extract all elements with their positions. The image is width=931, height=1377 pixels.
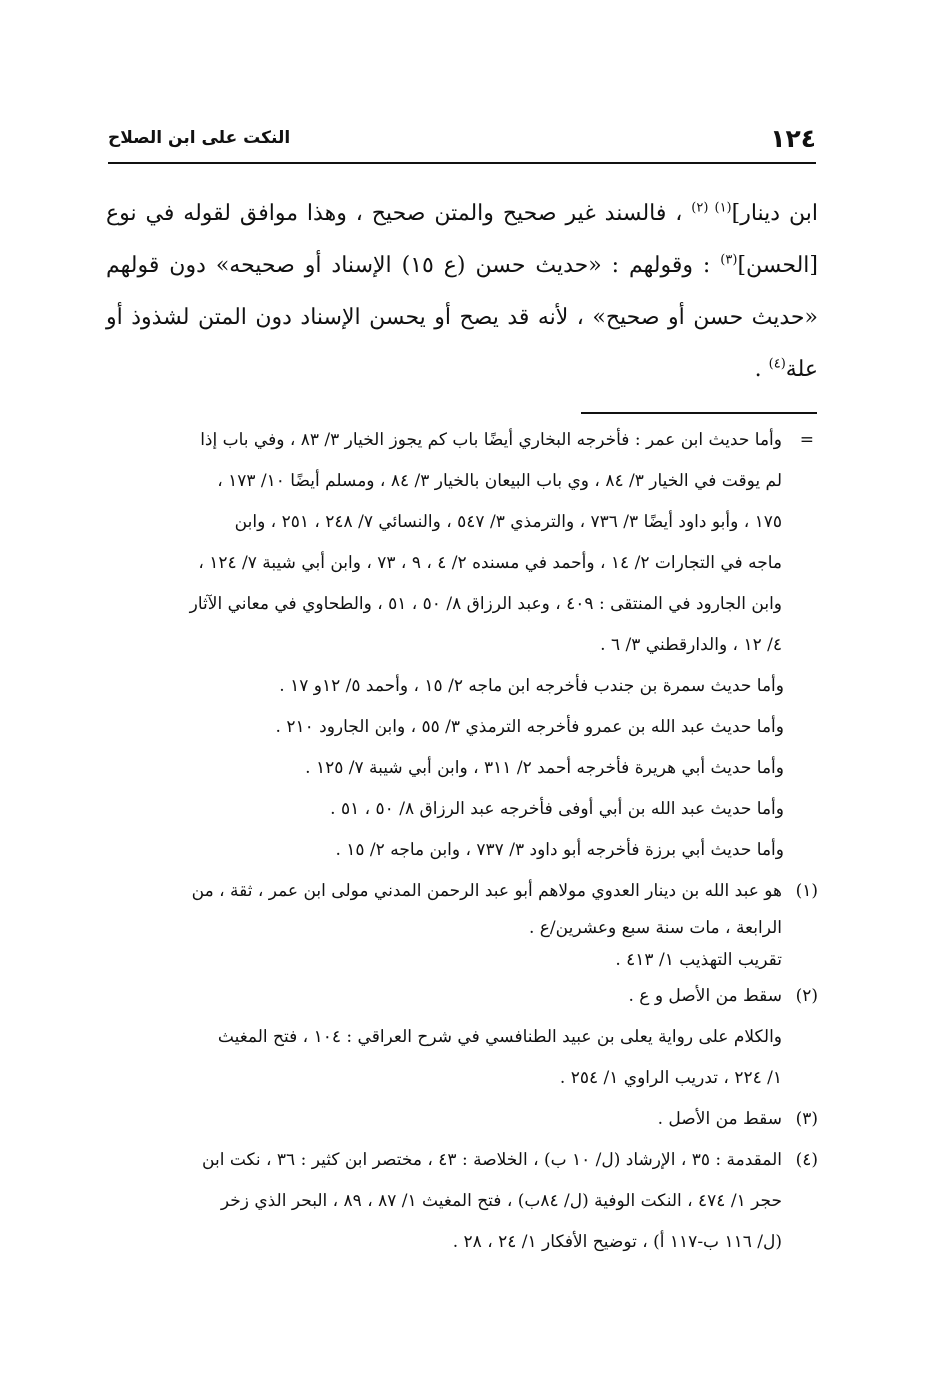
footnote-marker: (١) xyxy=(795,881,818,901)
footnote-marker: (٢) xyxy=(795,986,818,1006)
footnote-4 xyxy=(106,1140,818,1263)
page-number: ١٢٤ xyxy=(770,124,816,153)
footnote-line: ماجه في التجارات ٢/ ١٤ ، وأحمد في مسنده ٢/ ٤ ، ٩ ، ٧٣ ، وابن أبي شيبة ٧/ ١٢٤ ، xyxy=(198,553,782,573)
footnote-sub-line: وأما حديث عبد الله بن أبي أوفى فأخرجه عبد الرزاق ٨/ ٥٠ ، ٥١ . xyxy=(330,799,784,819)
footnote-ref-1-2: (١) (٢) xyxy=(691,200,732,216)
footnote-3 xyxy=(106,1099,818,1140)
footnote-ref-4: (٤) xyxy=(768,356,786,372)
footnote-line: هو عبد الله بن دينار العدوي مولاهم أبو عبد الرحمن المدني مولى ابن عمر ، ثقة ، من xyxy=(191,881,782,901)
footnote-line: المقدمة : ٣٥ ، الإرشاد (ل/ ١٠ ب) ، الخلاصة : ٤٣ ، مختصر ابن كثير : ٣٦ ، نكت ابن xyxy=(202,1150,782,1170)
footnote-divider xyxy=(581,412,817,414)
footnote-line: وابن الجارود في المنتقى : ٤٠٩ ، وعبد الرزاق ٨/ ٥٠ ، ٥١ ، والطحاوي في معاني الآثار xyxy=(189,594,782,614)
footnotes xyxy=(106,420,818,1263)
footnote-sub-line: وأما حديث عبد الله بن عمرو فأخرجه الترمذي ٣/ ٥٥ ، وابن الجارود ٢١٠ . xyxy=(275,717,784,737)
footnote-line: الرابعة ، مات سنة سبع وعشرين/ع . xyxy=(528,918,782,938)
footnote-line: حجر ١/ ٤٧٤ ، النكت الوفية (ل/ ٨٤ب) ، فتح المغيث ١/ ٨٧ ، ٨٩ ، البحر الذي زخر xyxy=(220,1191,782,1211)
footnote-sub-entries xyxy=(106,666,818,871)
main-paragraph xyxy=(106,188,818,396)
main-text-part-3: : وقولهم : «حديث حسن (ع ١٥) الإسناد أو صحيحه» دون قولهم «حديث حسن أو صحيح» ، لأنه قد يصح أو يحسن الإسناد دون المتن لشذوذ أو علة xyxy=(106,253,818,382)
continuation-marker: = xyxy=(799,430,814,450)
footnote-2 xyxy=(106,976,818,1099)
footnote-continuation xyxy=(106,420,818,666)
footnote-line: لم يوقت في الخيار ٣/ ٨٤ ، وي باب البيعان بالخيار ٣/ ٨٤ ، ومسلم أيضًا ١٠/ ١٧٣ ، xyxy=(217,471,782,491)
main-text xyxy=(106,188,818,396)
footnote-sub-line: وأما حديث أبي هريرة فأخرجه أحمد ٢/ ٣١١ ، وابن أبي شيبة ٧/ ١٢٥ . xyxy=(305,758,784,778)
footnote-line: ١٧٥ ، وأبو داود أيضًا ٣/ ٧٣٦ ، والترمذي ٣/ ٥٤٧ ، والنسائي ٧/ ٢٤٨ ، ٢٥١ ، وابن xyxy=(234,512,782,532)
footnote-line: ١/ ٢٢٤ ، تدريب الراوي ١/ ٢٥٤ . xyxy=(559,1068,782,1088)
footnote-line: ٤/ ١٢ ، والدارقطني ٣/ ٦ . xyxy=(600,635,782,655)
footnote-line: وأما حديث ابن عمر : فأخرجه البخاري أيضًا باب كم يجوز الخيار ٣/ ٨٣ ، وفي باب إذا xyxy=(200,430,782,450)
footnote-line: سقط من الأصل . xyxy=(657,1109,782,1129)
footnote-line: (ل/ ١١٦ ب-١١٧ أ) ، توضيح الأفكار ١/ ٢٤ ، ٢٨ . xyxy=(452,1232,782,1252)
footnote-line: سقط من الأصل و ع . xyxy=(628,986,782,1006)
running-title: النكت على ابن الصلاح xyxy=(108,128,291,148)
footnote-1 xyxy=(106,871,818,976)
footnote-sub-line: وأما حديث أبي برزة فأخرجه أبو داود ٣/ ٧٣٧ ، وابن ماجه ٢/ ١٥ . xyxy=(335,840,784,860)
footnote-sub-line: وأما حديث سمرة بن جندب فأخرجه ابن ماجه ٢/ ١٥ ، وأحمد ٥/ ١٢و ١٧ . xyxy=(279,676,784,696)
footnote-marker: (٣) xyxy=(795,1109,818,1129)
footnote-line: تقريب التهذيب ١/ ٤١٣ . xyxy=(615,950,782,970)
main-text-part-2: ، فالسند غير صحيح والمتن صحيح ، وهذا موافق لقوله في نوع [الحسن] xyxy=(106,201,818,278)
main-text-part-4: . xyxy=(754,357,769,382)
page-header xyxy=(108,118,816,164)
footnote-marker: (٤) xyxy=(795,1150,818,1170)
main-text-part-1: ابن دينار] xyxy=(731,201,818,226)
footnote-line: والكلام على رواية يعلى بن عبيد الطنافسي في شرح العراقي : ١٠٤ ، فتح المغيث xyxy=(217,1027,782,1047)
footnote-ref-3: (٣) xyxy=(720,252,738,268)
